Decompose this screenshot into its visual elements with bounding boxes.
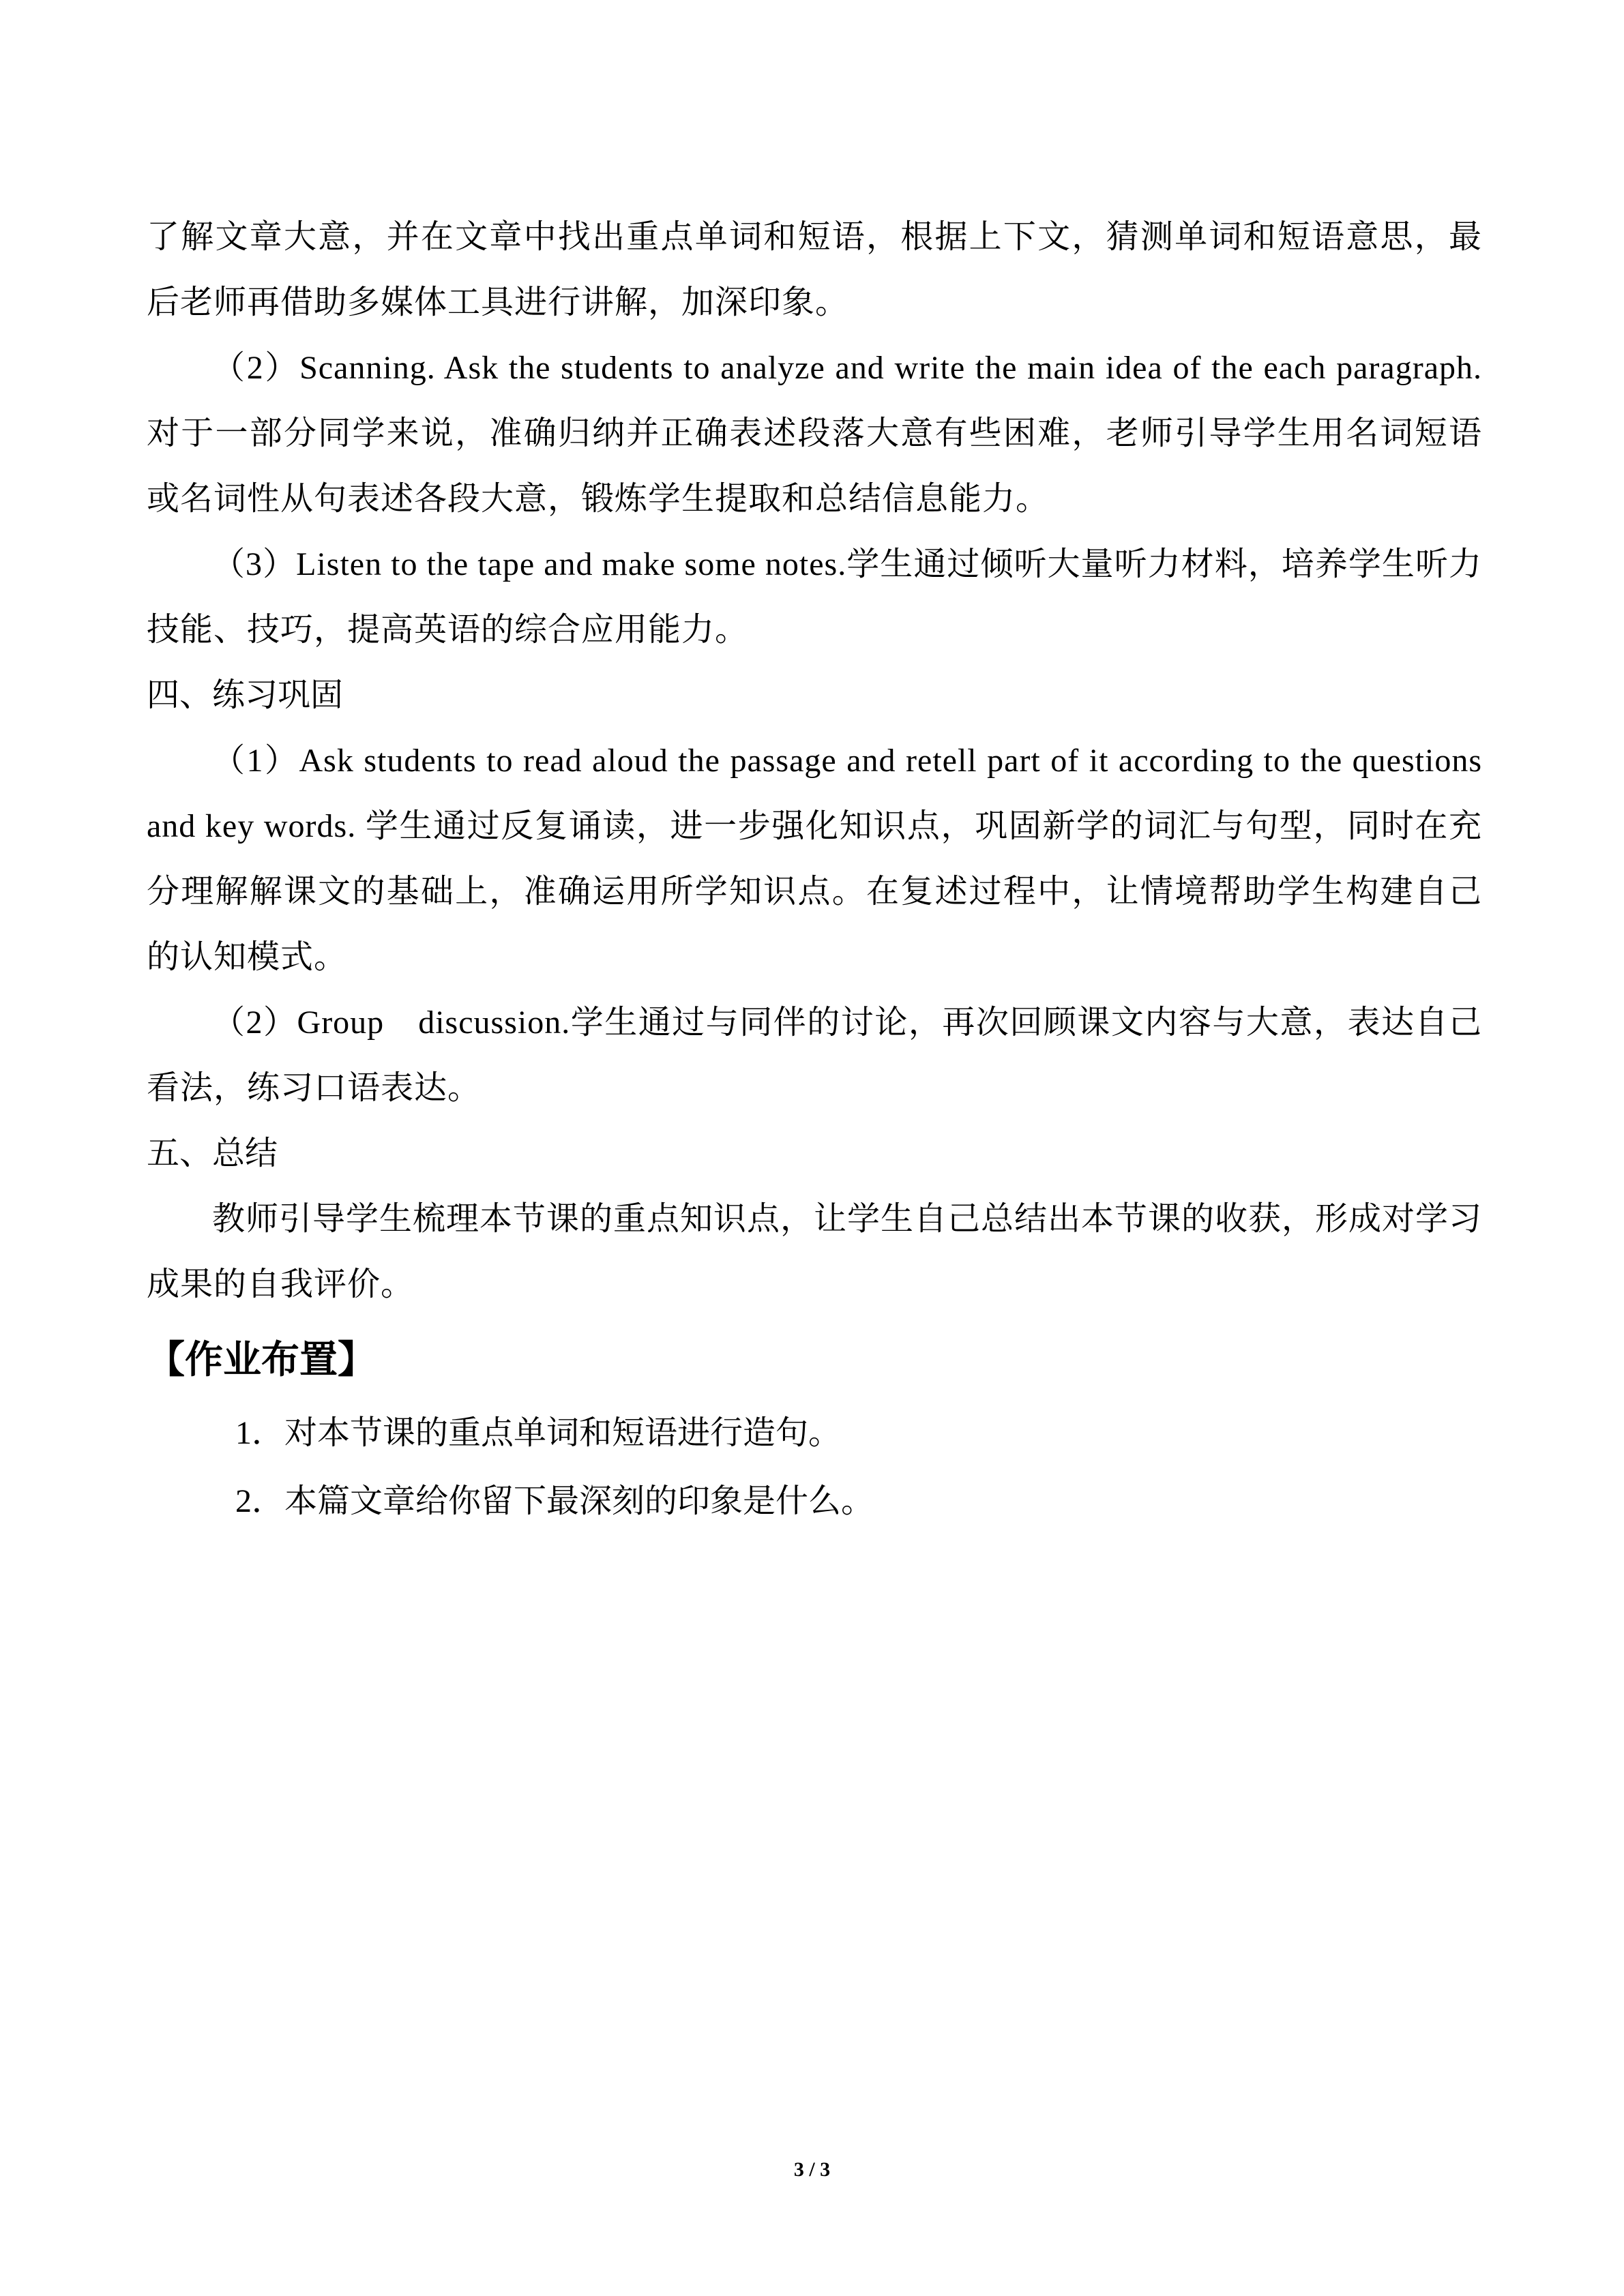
paragraph-listening: （3）Listen to the tape and make some notes.学生通过倾听大量听力材料，培养学生听力技能、技巧，提高英语的综合应用能力。: [147, 546, 1482, 648]
page-number: 3 / 3: [793, 2158, 831, 2181]
homework-item-1: 1．对本节课的重点单词和短语进行造句。: [235, 1415, 842, 1451]
paragraph-scanning: （2）Scanning. Ask the students to analyze and write the main idea of the each paragraph.对于一部分同学来说，准确归纳并正确表述段落大意有些困难，老师引导学生用名词短语或名词性从句表述各段大意，锻炼学生提取和总结信息能力。: [147, 350, 1482, 517]
homework-item-2: 2．本篇文章给你留下最深刻的印象是什么。: [235, 1483, 874, 1519]
paragraph-reading-summary: 了解文章大意，并在文章中找出重点单词和短语，根据上下文，猜测单词和短语意思，最后老师再借助多媒体工具进行讲解，加深印象。: [147, 219, 1482, 320]
section-heading-summary: 五、总结: [147, 1135, 278, 1172]
paragraph-group-discussion: （2）Group discussion.学生通过与同伴的讨论，再次回顾课文内容与大意，表达自己看法，练习口语表达。: [147, 1004, 1482, 1106]
document-body: [147, 205, 1482, 1536]
homework-heading: 【作业布置】: [147, 1338, 376, 1381]
section-heading-practice: 四、练习巩固: [147, 677, 344, 713]
paragraph-read-aloud: （1）Ask students to read aloud the passage and retell part of it according to the questions and key words. 学生通过反复诵读，进一步强化知识点，巩固新学的词汇与句型，同时在充分理解解课文的基础上，准确运用所学知识点。在复述过程中，让情境帮助学生构建自己的认知模式。: [147, 743, 1482, 975]
page-footer: [0, 2158, 1624, 2181]
paragraph-teacher-summary: 教师引导学生梳理本节课的重点知识点，让学生自己总结出本节课的收获，形成对学习成果的自我评价。: [147, 1201, 1483, 1302]
